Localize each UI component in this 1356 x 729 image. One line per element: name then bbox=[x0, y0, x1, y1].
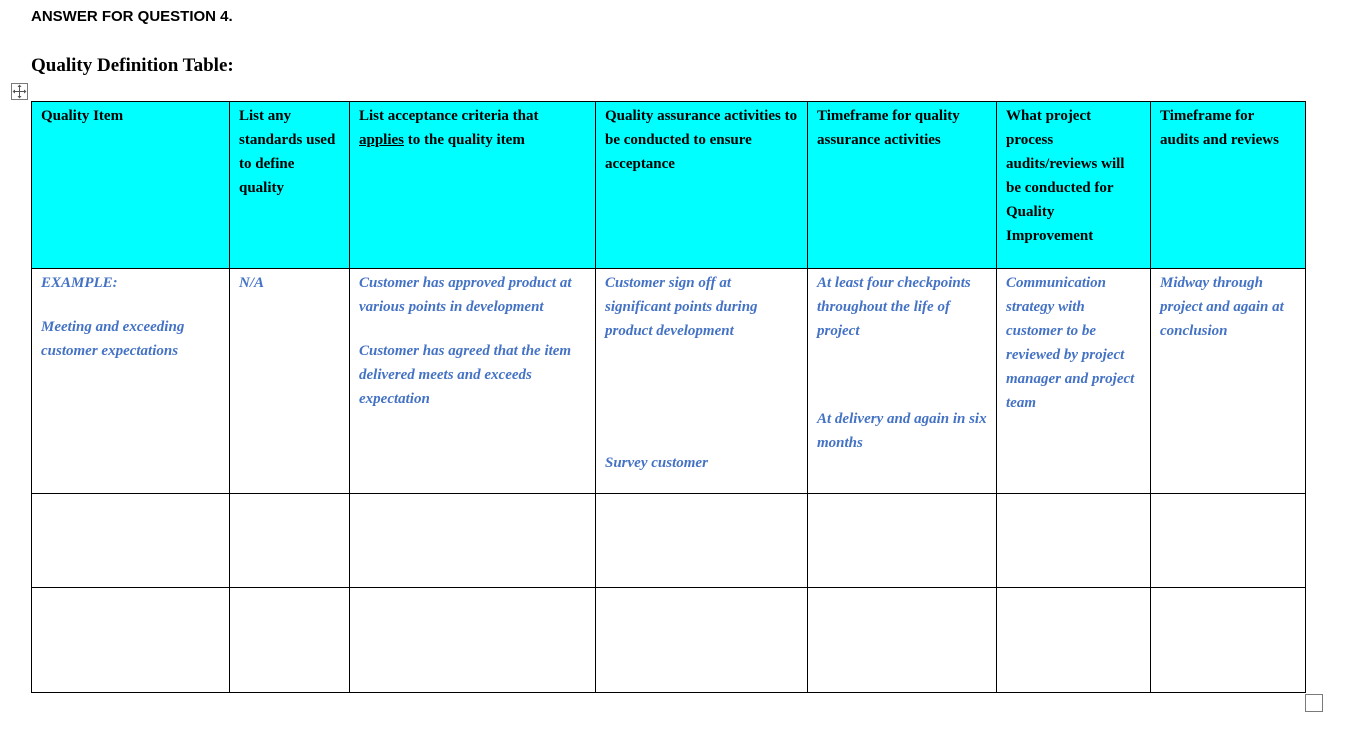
header-standards[interactable]: List any standards used to define quality bbox=[230, 102, 350, 269]
cell-qa-activities[interactable]: Customer sign off at significant points during product development Survey customer bbox=[596, 269, 808, 494]
empty-cell[interactable] bbox=[596, 494, 808, 588]
empty-cell[interactable] bbox=[808, 588, 997, 693]
empty-cell[interactable] bbox=[32, 588, 230, 693]
table-move-handle[interactable] bbox=[11, 83, 28, 100]
empty-cell[interactable] bbox=[808, 494, 997, 588]
header-acceptance-criteria[interactable]: List acceptance criteria that applies to the quality item bbox=[350, 102, 596, 269]
empty-cell[interactable] bbox=[350, 494, 596, 588]
cell-qa-timeframe[interactable]: At least four checkpoints throughout the life of project At delivery and again in six months bbox=[808, 269, 997, 494]
table-title: Quality Definition Table: bbox=[31, 55, 234, 76]
example-row bbox=[32, 269, 1306, 494]
empty-cell[interactable] bbox=[1151, 588, 1306, 693]
empty-cell[interactable] bbox=[32, 494, 230, 588]
header-qa-timeframe[interactable]: Timeframe for quality assurance activities bbox=[808, 102, 997, 269]
empty-row bbox=[32, 494, 1306, 588]
empty-cell[interactable] bbox=[997, 494, 1151, 588]
empty-cell[interactable] bbox=[1151, 494, 1306, 588]
underlined-word: applies bbox=[359, 132, 405, 148]
header-audits[interactable]: What project process audits/reviews will be conducted for Quality Improvement bbox=[997, 102, 1151, 269]
empty-cell[interactable] bbox=[230, 494, 350, 588]
move-arrows-icon bbox=[12, 84, 27, 99]
example-quality-item-text: Meeting and exceeding customer expectations bbox=[41, 319, 185, 359]
cell-quality-item[interactable] bbox=[32, 269, 230, 494]
header-audit-timeframe[interactable]: Timeframe for audits and reviews bbox=[1151, 102, 1306, 269]
empty-row bbox=[32, 588, 1306, 693]
example-label: EXAMPLE: bbox=[41, 275, 118, 291]
cell-audits[interactable]: Communication strategy with customer to be reviewed by project manager and project team bbox=[997, 269, 1151, 494]
empty-cell[interactable] bbox=[596, 588, 808, 693]
empty-cell[interactable] bbox=[997, 588, 1151, 693]
table-resize-handle[interactable] bbox=[1305, 694, 1323, 712]
cell-audit-timeframe[interactable]: Midway through project and again at conclusion bbox=[1151, 269, 1306, 494]
header-qa-activities[interactable]: Quality assurance activities to be conducted to ensure acceptance bbox=[596, 102, 808, 269]
empty-cell[interactable] bbox=[230, 588, 350, 693]
quality-definition-table bbox=[31, 101, 1306, 693]
page-heading: ANSWER FOR QUESTION 4. bbox=[31, 8, 233, 25]
cell-standards[interactable]: N/A bbox=[230, 269, 350, 494]
header-quality-item[interactable]: Quality Item bbox=[32, 102, 230, 269]
empty-cell[interactable] bbox=[350, 588, 596, 693]
cell-acceptance-criteria[interactable]: Customer has approved product at various points in development Customer has agreed that the item delivered meets and exceeds expectation bbox=[350, 269, 596, 494]
header-row bbox=[32, 102, 1306, 269]
